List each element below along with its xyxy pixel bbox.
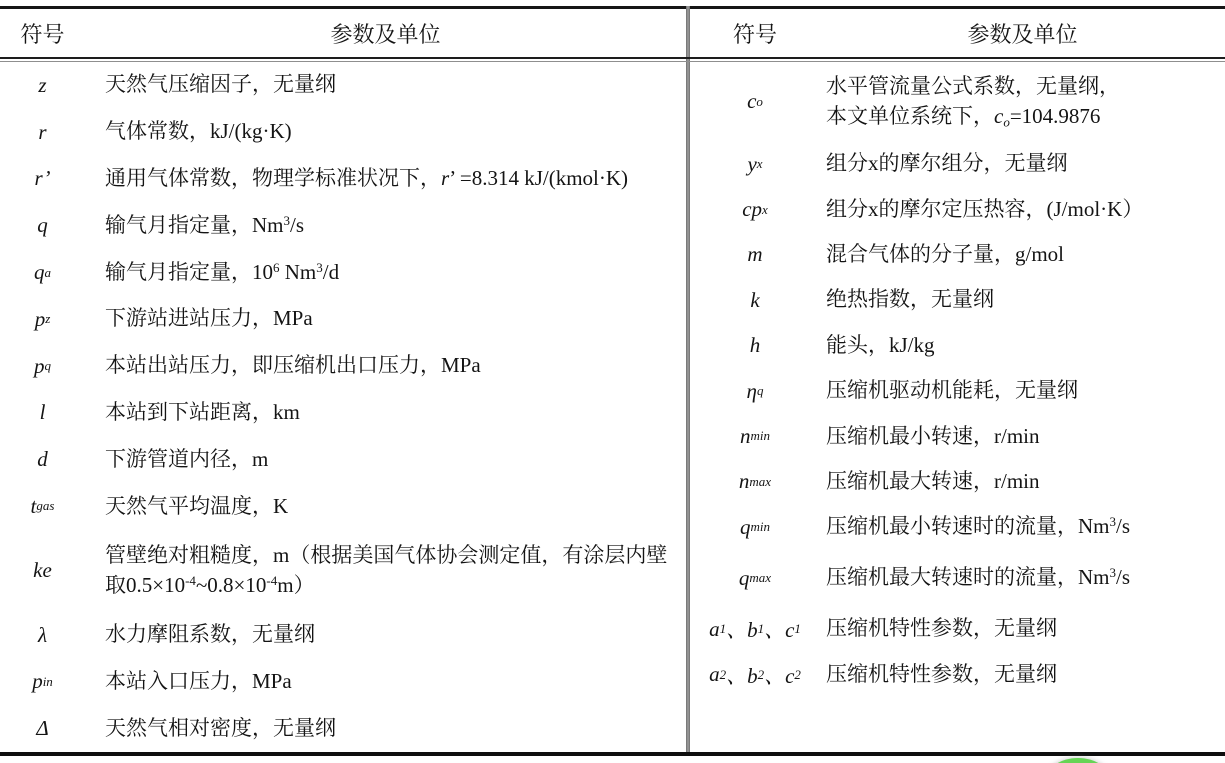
description-cell: 天然气相对密度，无量纲 — [105, 715, 336, 740]
table-right-header — [690, 10, 1225, 57]
description-cell: 水力摩阻系数，无量纲 — [105, 622, 315, 647]
description-cell: 管壁绝对粗糙度，m（根据美国气体协会测定值，有涂层内壁取$0.5\times 10^{-4}\sim 0.8\times 10^{-4}m$） — [105, 542, 668, 597]
symbol-cell: n min — [740, 423, 770, 448]
table-right-rows — [690, 62, 1225, 752]
table-row — [0, 249, 686, 296]
symbol-cell: cp x — [742, 197, 768, 222]
table-row — [0, 612, 686, 659]
symbol-cell: l — [39, 400, 46, 425]
description-cell: 下游站进站压力，MPa — [105, 306, 313, 331]
table-right-pane — [690, 0, 1225, 763]
description-cell: 本站出站压力，即压缩机出口压力，MPa — [105, 353, 481, 378]
description-cell: 压缩机最小转速，r/min — [826, 423, 1040, 448]
symbol-cell: z — [38, 72, 47, 97]
table-row — [0, 109, 686, 156]
table-row — [690, 232, 1225, 277]
description-cell: 气体常数，kJ/(kg·K) — [105, 119, 292, 144]
description-cell: 本站到下站距离，km — [105, 399, 300, 424]
symbol-cell: a 2 、b 2 、c 2 — [709, 662, 801, 688]
table-row — [0, 343, 686, 390]
symbol-cell: c o — [747, 89, 763, 114]
table-row — [0, 436, 686, 483]
description-cell: 水平管流量公式系数，无量纲， 本文单位系统下，$c_o=104.9876$ — [826, 73, 1120, 129]
params-column-header: 参数及单位 — [967, 22, 1078, 47]
description-cell: 下游管道内径，m — [105, 446, 269, 471]
symbol-cell: m — [747, 242, 763, 267]
center-column-divider — [686, 6, 690, 756]
symbol-cell: t gas — [30, 493, 55, 518]
symbol-cell: q a — [34, 260, 51, 285]
table-bottom-rule — [0, 752, 1225, 756]
header-rule-gray — [0, 61, 1225, 62]
table-row — [690, 607, 1225, 652]
table-row — [690, 368, 1225, 413]
symbol-column-header: 符号 — [732, 22, 777, 47]
symbol-cell: h — [749, 333, 761, 358]
symbol-column-header: 符号 — [20, 22, 65, 47]
table-row — [0, 62, 686, 109]
description-cell: 压缩机最大转速时的流量，Nm$^3$/s — [826, 565, 1131, 590]
description-cell: 本站入口压力，MPa — [105, 668, 292, 693]
symbol-cell: a 1 、b 1 、c 1 — [709, 616, 801, 643]
table-row — [0, 705, 686, 752]
table-row — [690, 414, 1225, 459]
symbol-cell: p z — [34, 306, 51, 331]
table-row — [0, 156, 686, 203]
description-cell: 能头，kJ/kg — [826, 332, 935, 357]
symbol-cell: η q — [746, 378, 764, 403]
description-cell: 通用气体常数，物理学标准状况下，r’ =8.314 kJ/(kmol·K) — [105, 166, 629, 191]
symbol-cell: p in — [32, 669, 53, 694]
table-left-rows — [0, 62, 686, 752]
description-cell: 天然气平均温度，K — [105, 493, 289, 518]
table-row — [0, 483, 686, 530]
symbol-cell: k — [750, 287, 760, 312]
symbol-cell: q min — [740, 514, 770, 539]
description-cell: 组分x的摩尔组分，无量纲 — [826, 151, 1068, 176]
table-row — [0, 296, 686, 343]
table-row — [690, 550, 1225, 607]
symbol-cell: n max — [738, 469, 772, 494]
table-row — [690, 62, 1225, 141]
table-row — [0, 658, 686, 705]
symbol-cell: p q — [34, 353, 51, 378]
table-row — [690, 459, 1225, 504]
symbol-cell: d — [37, 447, 48, 472]
description-cell: 绝热指数，无量纲 — [826, 287, 994, 312]
description-cell: 压缩机特性参数，无量纲 — [826, 661, 1057, 686]
symbol-cell: q max — [738, 565, 772, 590]
description-cell: 天然气压缩因子，无量纲 — [105, 72, 336, 97]
description-cell: 混合气体的分子量，g/mol — [826, 242, 1065, 266]
symbol-cell: λ — [37, 622, 48, 647]
description-cell: 压缩机特性参数，无量纲 — [826, 616, 1057, 641]
table-row — [690, 141, 1225, 186]
table-left-header — [0, 10, 686, 57]
description-cell: 压缩机最小转速时的流量，Nm$^3$/s — [826, 514, 1131, 539]
header-rule-dark — [0, 57, 1225, 59]
table-row — [690, 278, 1225, 323]
description-cell: 输气月指定量，Nm$^3$/s — [105, 212, 305, 237]
table-row — [0, 389, 686, 436]
table-row — [0, 202, 686, 249]
description-cell: 压缩机驱动机能耗，无量纲 — [826, 378, 1078, 403]
description-cell: 压缩机最大转速，r/min — [826, 468, 1040, 493]
description-cell: 输气月指定量，$10^6$ Nm$^3$/d — [105, 259, 340, 284]
symbol-cell: r’ — [34, 166, 51, 191]
empty-row — [690, 697, 1225, 751]
table-row — [0, 530, 686, 612]
symbol-cell: y x — [747, 151, 763, 176]
table-row — [690, 652, 1225, 697]
table-row — [690, 187, 1225, 232]
symbol-cell: Δ — [36, 716, 49, 741]
symbol-cell: ke — [33, 558, 52, 583]
params-column-header: 参数及单位 — [330, 22, 441, 47]
table-row — [690, 505, 1225, 550]
symbol-cell: r — [38, 119, 47, 144]
table-row — [690, 323, 1225, 368]
symbol-cell: q — [37, 213, 48, 238]
description-cell: 组分x的摩尔定压热容，(J/mol·K） — [826, 196, 1144, 221]
